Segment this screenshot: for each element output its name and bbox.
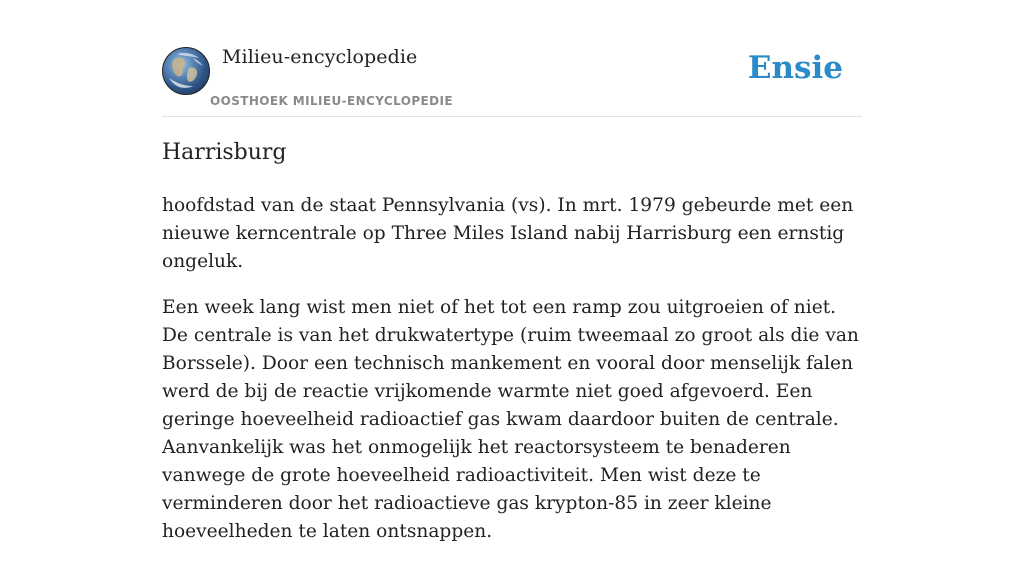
brand-logo[interactable]: Ensie (747, 50, 843, 86)
article-paragraph: Een week lang wist men niet of het tot een ramp zou uitgroeien of niet. De centrale is van het drukwatertype (ruim tweemaal zo groot als die van Borssele). Door een technisch mankement en vooral door menselijk falen werd de bij de reactie vrijkomende warmte niet goed afgevoerd. Een geringe hoeveelheid radioactief gas kwam daardoor buiten de centrale. Aanvankelijk was het onmogelijk het reactorsysteem te benaderen vanwege de grote hoeveelheid radioactiviteit. Men wist deze te verminderen door het radioactieve gas krypton-85 in zeer kleine hoeveelheden te laten ontsnappen. (162, 297, 859, 542)
article-body (162, 192, 862, 564)
article-paragraph: hoofdstad van de staat Pennsylvania (vs). In mrt. 1979 gebeurde met een nieuwe kerncentrale op Three Miles Island nabij Harrisburg een ernstig ongeluk. (162, 195, 854, 272)
page-container (162, 0, 862, 542)
globe-icon[interactable] (162, 47, 210, 95)
site-name[interactable]: Milieu-encyclopedie (222, 46, 418, 68)
site-subtitle: OOSTHOEK MILIEU-ENCYCLOPEDIE (210, 94, 453, 108)
article-title: Harrisburg (162, 140, 287, 165)
site-header (162, 0, 862, 117)
